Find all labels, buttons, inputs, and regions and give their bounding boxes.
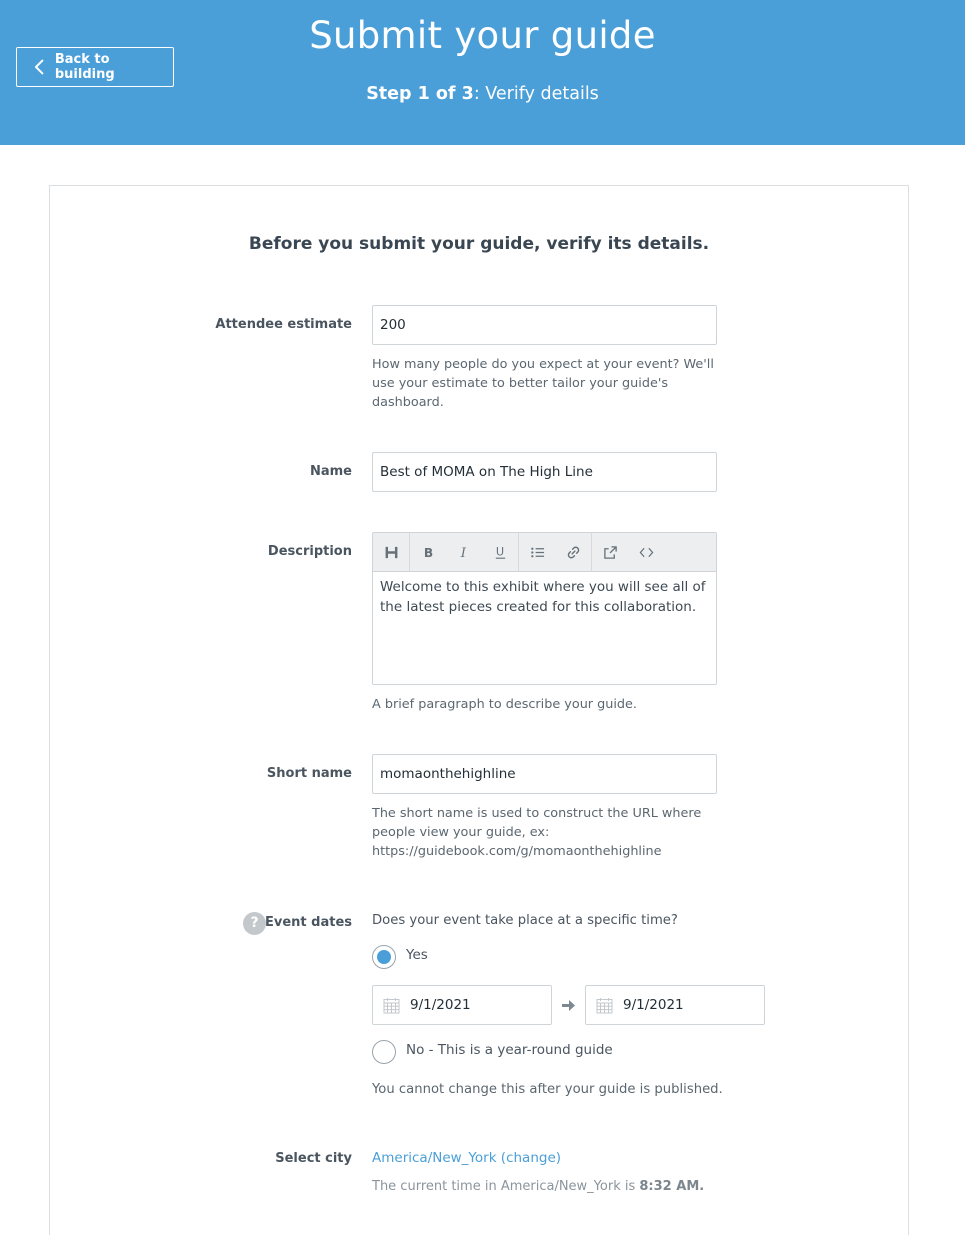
event-dates-warning: You cannot change this after your guide is published.: [372, 1082, 723, 1097]
italic-icon[interactable]: [446, 533, 482, 572]
description-help: A brief paragraph to describe your guide.: [372, 697, 637, 712]
no-radio[interactable]: [372, 1040, 396, 1064]
bold-icon[interactable]: [410, 533, 446, 572]
heading-icon[interactable]: [373, 533, 409, 572]
step-number: Step 1 of 3: [366, 84, 474, 104]
underline-icon[interactable]: [482, 533, 518, 572]
end-date-input[interactable]: [585, 985, 765, 1025]
chevron-left-icon: [31, 58, 49, 76]
event-dates-question: Does your event take place at a specific time?: [372, 913, 678, 928]
no-radio-label: No - This is a year-round guide: [406, 1042, 613, 1058]
current-time-value: 8:32 AM.: [639, 1179, 705, 1194]
select-city-label: Select city: [275, 1151, 352, 1166]
city-change-link[interactable]: America/New_York (change): [372, 1150, 562, 1166]
page-title: Submit your guide: [309, 14, 656, 57]
description-text[interactable]: Welcome to this exhibit where you will see all of the latest pieces created for this collaboration.: [380, 579, 706, 615]
yes-radio[interactable]: [372, 945, 396, 969]
verify-details-card: [49, 185, 909, 1235]
description-label: Description: [267, 544, 352, 559]
editor-toolbar: [373, 533, 716, 572]
attendee-estimate-help: How many people do you expect at your event? We'll use your estimate to better tailor your guide's dashboard.: [372, 357, 714, 410]
short-name-input[interactable]: momaonthehighline: [372, 754, 717, 794]
start-date-value: 9/1/2021: [410, 997, 471, 1013]
event-dates-label: Event dates: [264, 915, 352, 930]
svg-text:B: B: [423, 545, 433, 560]
start-date-input[interactable]: [372, 985, 552, 1025]
page-header: [0, 0, 965, 145]
calendar-icon: [596, 997, 613, 1014]
yes-radio-label: Yes: [406, 947, 428, 963]
short-name-help: The short name is used to construct the URL where people view your guide, ex: https://guidebook.com/g/momaonthehighline: [372, 806, 702, 859]
attendee-estimate-label: Attendee estimate: [215, 317, 352, 332]
help-question-icon[interactable]: ?: [243, 912, 266, 935]
step-indicator: [0, 84, 965, 104]
link-icon[interactable]: [555, 533, 591, 572]
name-label: Name: [309, 464, 352, 479]
end-date-value: 9/1/2021: [623, 997, 684, 1013]
arrow-right-icon: [561, 998, 576, 1013]
code-icon[interactable]: [628, 533, 664, 572]
current-time-prefix: The current time in America/New_York is: [372, 1179, 640, 1194]
name-input[interactable]: Best of MOMA on The High Line: [372, 452, 717, 492]
short-name-label: Short name: [266, 766, 352, 781]
intro-heading: Before you submit your guide, verify its details.: [248, 234, 710, 254]
current-time-info: [372, 1179, 704, 1194]
external-link-icon[interactable]: [592, 533, 628, 572]
calendar-icon: [383, 997, 400, 1014]
description-editor: [372, 532, 717, 685]
svg-text:U: U: [495, 544, 504, 558]
step-name: : Verify details: [473, 84, 599, 104]
attendee-estimate-input[interactable]: 200: [372, 305, 717, 345]
list-icon[interactable]: [519, 533, 555, 572]
svg-text:I: I: [460, 545, 466, 560]
back-button-label: Back to building: [54, 52, 115, 82]
